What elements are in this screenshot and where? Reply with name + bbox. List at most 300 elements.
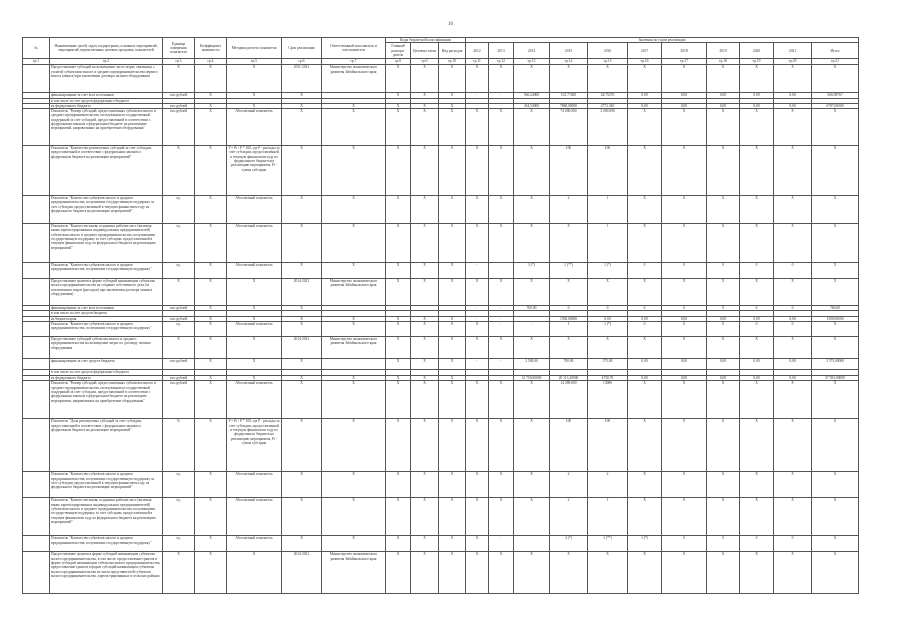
table-cell: X [386, 224, 411, 263]
table-cell: 100 [588, 146, 628, 196]
table-cell: X [282, 472, 322, 498]
table-cell: X [628, 279, 662, 306]
table-cell: X [489, 472, 514, 498]
table-row [23, 552, 859, 594]
program-table [22, 37, 859, 594]
header-year-col: 2018 [662, 43, 707, 59]
table-cell: X [662, 498, 707, 536]
table-cell: X [439, 279, 466, 306]
table-cell: X [774, 196, 812, 224]
table-cell: ед. [163, 196, 195, 224]
table-cell: X [439, 536, 466, 552]
table-cell: X [411, 224, 439, 263]
table-cell: X [812, 337, 859, 359]
table-cell: X [812, 552, 859, 594]
table-cell: X [628, 196, 662, 224]
table-cell: X [195, 306, 227, 311]
table-cell: - [489, 536, 514, 552]
table-cell [23, 279, 50, 306]
table-cell: X [628, 381, 662, 419]
table-cell: X [439, 472, 466, 498]
table-cell: X [282, 93, 322, 98]
table-cell: X [439, 109, 466, 146]
table-cell: 0,00 [628, 359, 662, 370]
table-cell: X [514, 109, 550, 146]
table-cell: финансирование за счет всех источников [50, 306, 163, 311]
column-number: гр.9 [411, 59, 439, 65]
table-cell: X [466, 196, 489, 224]
table-cell: Показатель "Размер субсидий, предоставленных субъектам малого и среднего предпринимательства, пользующимся государственной поддержкой за счет субсидии, предоставленной в соответствии с федеральным законом о федеральном бюджете на реализацию мероприятия, направленных на приобретение оборудования" [50, 381, 163, 419]
table-cell: 74 000,000 [550, 109, 588, 146]
table-cell: - [466, 263, 489, 279]
table-cell: X [411, 359, 439, 370]
table-cell: X [386, 196, 411, 224]
table-cell: 0 [740, 536, 774, 552]
table-cell: X [489, 337, 514, 359]
table-cell: 2 [550, 498, 588, 536]
table-cell: 0,00 [662, 376, 707, 381]
table-cell: 13080 [588, 381, 628, 419]
table-cell: X [411, 109, 439, 146]
table-cell: тыс.рублей [163, 93, 195, 98]
table-cell: 4730,70 [588, 376, 628, 381]
table-cell: 0,00 [740, 316, 774, 321]
table-cell: X [774, 552, 812, 594]
table-cell: X [588, 337, 628, 359]
table-cell: 1 [550, 322, 588, 337]
table-cell: 44,75270 [588, 93, 628, 98]
table-cell: X [466, 279, 489, 306]
table-cell: X [707, 109, 740, 146]
table-cell: X [227, 93, 282, 98]
table-cell: X [322, 498, 386, 536]
header-years: Значения по годам реализации [466, 38, 859, 43]
table-cell: 2014-2021 [282, 337, 322, 359]
table-cell: X [707, 224, 740, 263]
table-cell: Абсолютный показатель [227, 381, 282, 419]
table-cell: ед. [163, 472, 195, 498]
table-cell: X [489, 279, 514, 306]
table-cell: X [195, 93, 227, 98]
table-cell: X [386, 337, 411, 359]
table-cell: 566,98767 [812, 93, 859, 98]
table-cell: X [812, 263, 859, 279]
table-cell: X [489, 196, 514, 224]
table-cell: Абсолютный показатель [227, 109, 282, 146]
table-cell: X [514, 279, 550, 306]
table-cell: ед. [163, 322, 195, 337]
table-cell: X [740, 472, 774, 498]
table-cell: X [386, 316, 411, 321]
table-cell: X [282, 263, 322, 279]
table-cell: из бюджета края [50, 316, 163, 321]
table-cell: 0,00 [740, 93, 774, 98]
table-cell: X [812, 109, 859, 146]
table-cell: 0,00 [628, 93, 662, 98]
table-cell: X [195, 322, 227, 337]
header-coef: Коэффициент значимости [195, 38, 227, 59]
table-cell: 0,00 [707, 316, 740, 321]
table-cell [23, 146, 50, 196]
table-cell: % [163, 146, 195, 196]
table-cell: X [439, 316, 466, 321]
table-cell: X [386, 109, 411, 146]
header-no: № [23, 38, 50, 59]
table-cell: тыс.рублей [163, 109, 195, 146]
column-number: гр.11 [466, 59, 489, 65]
table-cell: 0 [628, 322, 662, 337]
table-cell: - [489, 376, 514, 381]
table-cell: X [740, 146, 774, 196]
table-cell: X [514, 224, 550, 263]
table-cell: X [411, 103, 439, 108]
table-cell: Предоставление субсидий на возмещение части затрат, связанных с уплатой субъектами малого и среднего предпринимательства первого взноса (аванса) при заключении договора лизинга оборудования [50, 65, 163, 93]
table-cell: 3 575,00000 [812, 359, 859, 370]
table-cell: 0,00 [662, 93, 707, 98]
table-cell: X [411, 263, 439, 279]
table-row [23, 109, 859, 146]
table-cell: X [282, 109, 322, 146]
table-cell: X [195, 337, 227, 359]
table-cell: X [489, 65, 514, 93]
table-cell: X [466, 472, 489, 498]
table-cell: X [439, 65, 466, 93]
table-cell: X [466, 337, 489, 359]
table-cell: X [322, 109, 386, 146]
table-cell: 0 [707, 536, 740, 552]
table-cell: 0 [662, 263, 707, 279]
table-cell: из федерального бюджета [50, 103, 163, 108]
table-cell: 0,00 [774, 316, 812, 321]
table-cell: 2014-2021 [282, 279, 322, 306]
table-cell: X [386, 381, 411, 419]
column-number: гр.7 [322, 59, 386, 65]
table-cell: 0,00 [707, 376, 740, 381]
table-cell: 0 [628, 263, 662, 279]
table-cell: X [514, 498, 550, 536]
header-name: Наименование целей, задач, подпрограмм, основных мероприятий, мероприятий, ведомственных целевых программ, показателей [50, 38, 163, 59]
table-cell [23, 552, 50, 594]
table-row [23, 359, 859, 370]
table-cell: 375,00 [588, 359, 628, 370]
table-cell: X [774, 224, 812, 263]
table-cell: X [411, 146, 439, 196]
table-cell: X [662, 552, 707, 594]
table-cell: - [466, 376, 489, 381]
table-cell: X [227, 316, 282, 321]
table-cell: 0 [662, 322, 707, 337]
table-cell: X [322, 103, 386, 108]
table-cell: Абсолютный показатель [227, 498, 282, 536]
table-row [23, 263, 859, 279]
table-cell: X [740, 381, 774, 419]
table-cell: % [163, 419, 195, 472]
table-cell: X [740, 196, 774, 224]
table-cell: X [439, 419, 466, 472]
table-cell: X [514, 65, 550, 93]
table-cell: 0,00 [707, 359, 740, 370]
table-cell: X [740, 552, 774, 594]
table-cell: X [386, 419, 411, 472]
table-cell: в том числе за счет средств федерального бюджета [50, 98, 163, 103]
column-number: гр.17 [662, 59, 707, 65]
table-cell: X [489, 419, 514, 472]
table-cell: 2 500,00 [514, 359, 550, 370]
table-cell: X [774, 65, 812, 93]
table-cell: X [489, 381, 514, 419]
table-cell: X [662, 472, 707, 498]
table-cell: Показатель "Количество субъектов малого и среднего предпринимательства, получивших государственную поддержку" [50, 263, 163, 279]
table-cell [23, 263, 50, 279]
table-cell: X [195, 376, 227, 381]
table-row [23, 146, 859, 196]
header-year-col: 2014 [514, 43, 550, 59]
table-cell: X [514, 419, 550, 472]
table-cell: 2 000,000 [588, 109, 628, 146]
table-row [23, 536, 859, 552]
table-cell: в том числе за счет средств федерального бюджета [50, 370, 163, 376]
table-cell: X [707, 472, 740, 498]
table-cell: X [774, 279, 812, 306]
table-cell: X [812, 381, 859, 419]
table-cell: X [439, 93, 466, 98]
table-cell: X [195, 381, 227, 419]
table-cell [23, 472, 50, 498]
table-cell: финансирование за счет всех источников [50, 93, 163, 98]
table-cell: X [163, 337, 195, 359]
table-cell: Показатель "Количество субъектов малого и среднего предпринимательства, получивших государственную поддержку за счет субсидии, предоставленной в текущем финансовом году из федерального бюджета на реализацию мероприятий" [50, 196, 163, 224]
table-cell: X [466, 536, 489, 552]
table-cell: X [227, 65, 282, 93]
table-cell: X [550, 65, 588, 93]
table-cell: 0 [774, 306, 812, 311]
table-cell: X [282, 103, 322, 108]
table-cell [23, 109, 50, 146]
table-cell: X [662, 224, 707, 263]
table-cell: 0,00 [662, 316, 707, 321]
table-cell: 3 (*) [550, 536, 588, 552]
header-kbk: Коды бюджетной классификации [386, 38, 466, 43]
table-cell: 0,00 [662, 103, 707, 108]
table-cell: X [439, 337, 466, 359]
table-cell: X [282, 224, 322, 263]
table-cell: X [163, 552, 195, 594]
table-cell: 0,00 [774, 359, 812, 370]
table-cell: Абсолютный показатель [227, 322, 282, 337]
table-cell: X [411, 376, 439, 381]
table-cell: X [227, 306, 282, 311]
table-cell: 0 [707, 306, 740, 311]
column-number: гр.14 [550, 59, 588, 65]
header-year-col: 2015 [550, 43, 588, 59]
table-cell: Министерство экономического развития Забайкальского края [322, 279, 386, 306]
table-cell: X [740, 419, 774, 472]
table-cell: X [195, 552, 227, 594]
table-cell: X [439, 146, 466, 196]
header-year-col: 2013 [489, 43, 514, 59]
header-year-col: 2021 [774, 43, 812, 59]
table-cell: X [411, 419, 439, 472]
table-cell: 100 [588, 419, 628, 472]
table-cell: Абсолютный показатель [227, 196, 282, 224]
table-cell: X [628, 224, 662, 263]
table-cell [23, 359, 50, 370]
table-cell: X [411, 536, 439, 552]
table-cell: X [662, 146, 707, 196]
table-cell: X [628, 109, 662, 146]
table-cell: 566,24000 [514, 93, 550, 98]
table-cell: Показатель "Количество вновь созданных рабочих мест (включая вновь зарегистрированных индивидуальных предпринимателей) субъектами малого и среднего предпринимательства, получившими государственную поддержку за счет субсидии, предоставленной в текущем финансовом году из федерального бюджета на реализацию мероприятий" [50, 498, 163, 536]
table-cell: X [195, 65, 227, 93]
table-cell: Предоставление субсидий субъектам малого и среднего предпринимательства на возмещение затрат по договору лизинга оборудования [50, 337, 163, 359]
table-cell: X [707, 337, 740, 359]
table-cell: X [740, 337, 774, 359]
table-cell [23, 381, 50, 419]
table-cell: ед. [163, 536, 195, 552]
header-unit: Единица измерения показателя [163, 38, 195, 59]
table-cell: X [195, 359, 227, 370]
column-number: гр.10 [439, 59, 466, 65]
table-cell: X [195, 146, 227, 196]
table-row [23, 279, 859, 306]
table-cell: X [386, 103, 411, 108]
table-cell: 0,00 [628, 103, 662, 108]
table-cell [23, 65, 50, 93]
table-cell: X [466, 224, 489, 263]
table-cell: X [195, 263, 227, 279]
table-cell: X [411, 322, 439, 337]
table-cell: - [466, 103, 489, 108]
table-cell [489, 263, 514, 279]
table-cell: 12 750,00000 [514, 376, 550, 381]
table-cell: X [774, 498, 812, 536]
header-year-col: 2020 [740, 43, 774, 59]
table-cell: P = Pi / P * 100, где P - расходы за счет субсидии, предоставленной в текущем финансовом году из федерального бюджета на реализацию мероприятия, Pi - сумма субсидии [227, 146, 282, 196]
table-cell: X [439, 359, 466, 370]
table-cell: X [386, 65, 411, 93]
table-row [23, 65, 859, 93]
table-cell: 1 (*) [588, 263, 628, 279]
table-cell: P = Pi / P * 100, где P - расходы за счет субсидии, предоставленной в текущем финансовом году из федерального бюджета на реализацию мероприятия, Pi - сумма субсидии [227, 419, 282, 472]
table-cell: X [466, 146, 489, 196]
table-cell: X [740, 498, 774, 536]
table-cell: X [489, 498, 514, 536]
table-cell: X [466, 419, 489, 472]
table-cell: X [812, 419, 859, 472]
table-cell: 0 [707, 263, 740, 279]
table-cell: Показатель "Количество субъектов малого и среднего предпринимательства, получивших государственную поддержку" [50, 322, 163, 337]
table-cell [23, 224, 50, 263]
table-cell: тыс.рублей [163, 381, 195, 419]
table-cell: X [411, 498, 439, 536]
table-cell: X [411, 472, 439, 498]
column-number: гр.2 [50, 59, 163, 65]
table-cell: 7860,00000 [550, 103, 588, 108]
table-cell: 0,00 [707, 103, 740, 108]
table-cell: X [195, 498, 227, 536]
table-cell: X [550, 279, 588, 306]
table-cell: X [514, 196, 550, 224]
table-cell: тыс.рублей [163, 376, 195, 381]
table-cell: - [466, 306, 489, 311]
table-cell: X [386, 279, 411, 306]
table-cell: 1500,00000 [550, 316, 588, 321]
header-kbk-col: Главный распоря-дитель [386, 43, 411, 59]
table-cell: X [282, 306, 322, 311]
table-cell: 0,00 [774, 103, 812, 108]
table-cell: тыс.рублей [163, 306, 195, 311]
table-cell: X [628, 472, 662, 498]
table-cell: X [812, 536, 859, 552]
table-cell: 0,00 [662, 359, 707, 370]
table-cell: X [812, 146, 859, 196]
table-cell: X [707, 65, 740, 93]
table-cell [23, 498, 50, 536]
table-cell: 1 (**) [588, 536, 628, 552]
table-cell: X [386, 552, 411, 594]
table-cell: X [386, 359, 411, 370]
table-cell: X [411, 381, 439, 419]
table-cell: X [322, 146, 386, 196]
table-cell: 0,00 [628, 316, 662, 321]
table-cell: X [588, 279, 628, 306]
table-cell [23, 337, 50, 359]
table-cell: X [662, 337, 707, 359]
table-cell: 100 [550, 419, 588, 472]
table-cell: X [386, 376, 411, 381]
table-cell: - [489, 103, 514, 108]
table-cell: X [322, 536, 386, 552]
table-cell: X [322, 196, 386, 224]
table-cell: X [812, 498, 859, 536]
table-cell: Показатель "Размер субсидий, предоставленных субъектам малого и среднего предпринимательства, пользующимся государственной поддержкой за счет субсидий, предоставленной в соответствии с федеральным законом о федеральном бюджете на реализацию мероприятий, направленных на приобретение оборудования" [50, 109, 163, 146]
table-cell: X [707, 552, 740, 594]
table-cell: X [411, 93, 439, 98]
table-cell: 1 (**) [550, 263, 588, 279]
table-cell: 0,00 [588, 316, 628, 321]
table-cell: X [411, 65, 439, 93]
table-cell: 700,00 [550, 359, 588, 370]
table-cell: X [282, 322, 322, 337]
table-cell: X [707, 419, 740, 472]
table-cell: X [411, 552, 439, 594]
table-cell: X [439, 263, 466, 279]
table-cell: X [466, 322, 489, 337]
table-cell: 0,00 [740, 376, 774, 381]
table-cell: X [489, 224, 514, 263]
table-cell: X [195, 103, 227, 108]
table-cell: X [514, 337, 550, 359]
table-cell: X [227, 279, 282, 306]
header-kbk-col: Вид расходов [439, 43, 466, 59]
table-row [23, 381, 859, 419]
table-cell: X [322, 263, 386, 279]
table-cell: 0 [628, 306, 662, 311]
table-cell: X [227, 376, 282, 381]
table-cell: X [439, 224, 466, 263]
table-cell: 0,00 [774, 376, 812, 381]
header-year-col: 2012 [466, 43, 489, 59]
table-cell: X [282, 359, 322, 370]
table-cell: X [411, 316, 439, 321]
table-cell: X [386, 536, 411, 552]
table-cell: X [466, 109, 489, 146]
column-number: гр.8 [386, 59, 411, 65]
table-cell: X [282, 146, 322, 196]
table-cell: 3 (*) [514, 263, 550, 279]
table-cell: X [707, 381, 740, 419]
table-cell: Абсолютный показатель [227, 472, 282, 498]
